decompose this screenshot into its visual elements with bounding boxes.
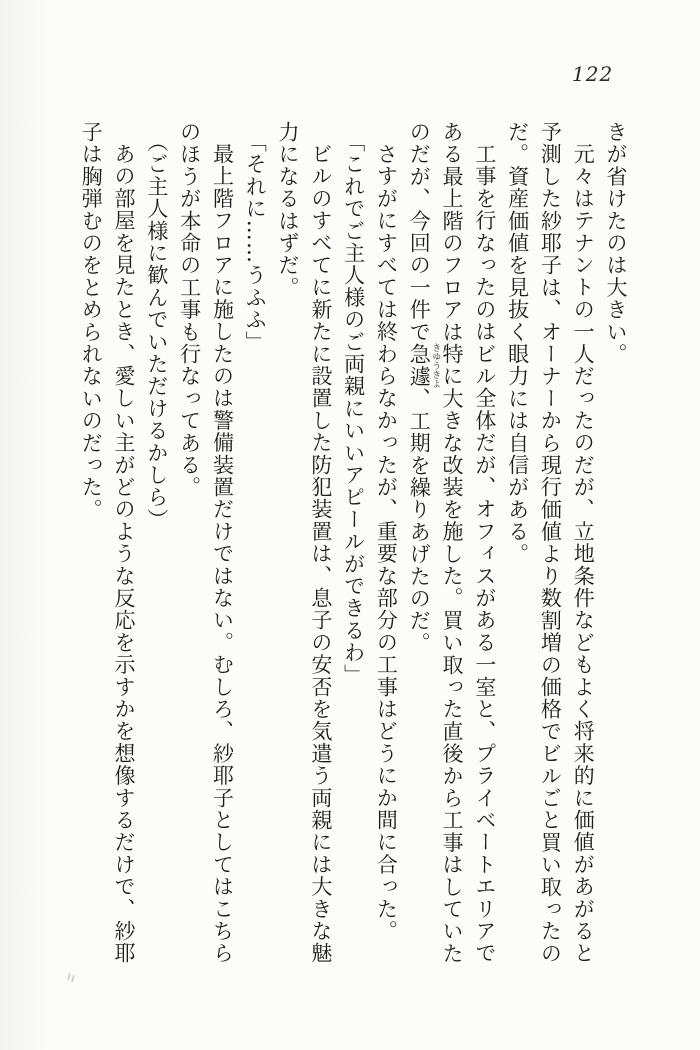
page-gutter-shade (0, 0, 52, 1050)
paragraph: 「これでご主人様のご両親にいいアピールができるわ」 (341, 131, 366, 686)
page-number: 122 (572, 62, 614, 86)
paragraph: 元々はテナントの一人だったのだが、立地条件などもよく将来的に価値があがると予測した紗耶子は、オーナーから現行価値より数割増の価格でビルごと買い取ったのだ。資産価値を見抜く眼力には自信がある。 (505, 121, 596, 965)
paragraph: さすがにすべては終わらなかったが、重要な部分の工事はどうにか間に合った。 (374, 143, 399, 943)
text-block (70, 121, 632, 967)
furigana-ruby: 急遽 きゆうきよ (407, 342, 441, 388)
paragraph: 最上階フロアに施したのは警備装置だけではない。むしろ、紗耶子としてはこちらのほうが本命の工事も行なってある。 (177, 121, 235, 965)
furigana-text: きゆうきよ (430, 342, 441, 388)
paragraph: 「それに……うふふ」 (243, 131, 268, 353)
paragraph: きが省けたのは大きい。 (604, 121, 628, 366)
paragraph: ビルのすべてに新たに設置した防犯装置は、息子の安否を気遣う両親には大きな魅力になるはずだ。 (276, 121, 333, 965)
scan-speck (67, 972, 74, 983)
paragraph: あの部屋を見たとき、愛しい主がどのような反応を示すかを想像するだけで、紗耶子は胸弾むのをとめられないのだった。 (79, 121, 137, 965)
paragraph: 工事を行なったのはビル全体だが、オフィスがある一室と、プライベートエリアである最上階のフロアは特に大きな改装を施した。買い取った直後から工事はしていたのだが、今回の一件で急遽 きゆうきよ、工期を繰りあげたのだ。 (407, 121, 497, 965)
paragraph: （ご主人様に歓んでいただけるかしら） (144, 131, 169, 531)
